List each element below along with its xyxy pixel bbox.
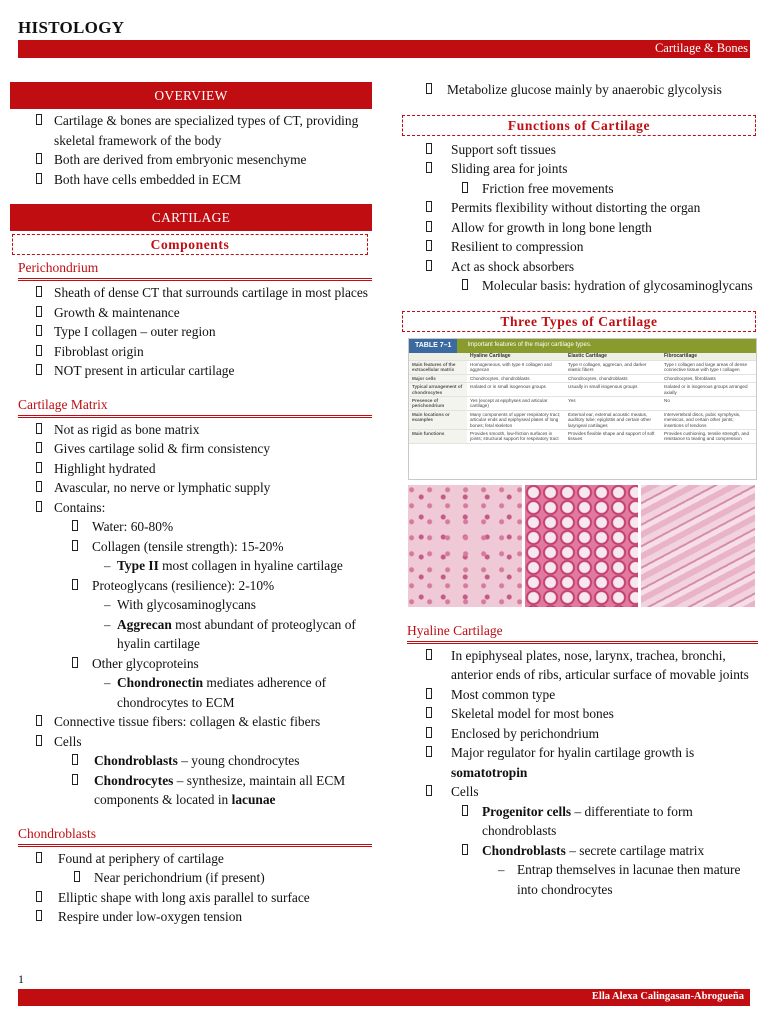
bullet-icon	[72, 771, 78, 791]
list-item: Resilient to compression	[400, 237, 758, 257]
bullet-icon	[426, 218, 432, 238]
hyaline-micrograph	[408, 485, 522, 607]
bullet-icon	[426, 743, 432, 763]
bullet-icon	[36, 170, 42, 190]
list-item: Allow for growth in long bone length	[400, 218, 758, 238]
dash-icon: –	[104, 558, 111, 573]
list-item: Most common type	[400, 685, 758, 705]
page-number: 1	[18, 972, 24, 986]
list-item: Water: 60-80%	[10, 517, 372, 537]
right-column	[400, 80, 758, 899]
list-item: Elliptic shape with long axis parallel to surface	[10, 888, 372, 908]
list-item: Progenitor cells – differentiate to form chondroblasts	[400, 802, 758, 841]
list-item: Found at periphery of cartilage	[10, 849, 372, 869]
list-item: Near perichondrium (if present)	[10, 868, 372, 888]
table-cell: Main features of the extracellular matrix	[409, 361, 467, 375]
bullet-icon	[462, 841, 468, 861]
bullet-icon	[36, 361, 42, 381]
chondroblasts-list	[10, 849, 372, 927]
table-cell: External ear, external acoustic meatus, auditory tube; epiglottis and certain other laryngeal cartilages	[565, 411, 661, 430]
bullet-icon	[36, 439, 42, 459]
list-item: Cells	[400, 782, 758, 802]
bullet-icon	[36, 342, 42, 362]
bullet-icon	[426, 685, 432, 705]
list-item: – Aggrecan most abundant of proteoglycan of hyalin cartilage	[104, 616, 356, 651]
list-item: Chondroblasts – young chondrocytes	[10, 751, 372, 771]
list-item: Chondrocytes – synthesize, maintain all ECM components & located in lacunae	[10, 771, 372, 810]
table-cell: Type II collagen, aggrecan, and darker elastic fibers	[565, 361, 661, 375]
bullet-icon	[72, 537, 78, 557]
list-item: Not as rigid as bone matrix	[10, 420, 372, 440]
bullet-icon	[36, 498, 42, 518]
bullet-icon	[74, 868, 80, 888]
bullet-icon	[426, 140, 432, 160]
list-item: Enclosed by perichondrium	[400, 724, 758, 744]
list-item: Highlight hydrated	[10, 459, 372, 479]
list-item: Proteoglycans (resilience): 2-10%	[10, 576, 372, 596]
types-heading: Three Types of Cartilage	[402, 311, 756, 332]
list-item: Sliding area for joints	[400, 159, 758, 179]
bullet-icon	[36, 111, 42, 131]
section-rule	[18, 415, 372, 418]
chondroblasts-heading: Chondroblasts	[18, 825, 97, 841]
table-cell: Provides smooth, low-friction surfaces in joints; structural support for respiratory tract	[467, 430, 565, 444]
overview-banner: OVERVIEW	[10, 82, 372, 109]
table-cell: Chondrocytes, chondroblasts	[565, 375, 661, 383]
bullet-icon	[426, 198, 432, 218]
left-column	[10, 82, 372, 927]
table-cell: Main locations or examples	[409, 411, 467, 430]
table-cell: Homogeneous, with type II collagen and aggrecan	[467, 361, 565, 375]
footer-bar	[18, 989, 750, 1006]
bullet-icon	[426, 724, 432, 744]
list-item: – Chondronectin mediates adherence of chondrocytes to ECM	[104, 675, 327, 710]
list-item: In epiphyseal plates, nose, larynx, trachea, bronchi, anterior ends of ribs, articular surface of movable joints	[400, 646, 758, 685]
table-col-header: Fibrocartilage	[661, 353, 756, 361]
overview-list	[10, 111, 372, 189]
fibrocartilage-micrograph	[641, 485, 755, 607]
section-rule	[407, 641, 758, 644]
bullet-icon	[36, 732, 42, 752]
list-item: Cells	[10, 732, 372, 752]
bullet-icon	[36, 150, 42, 170]
bullet-icon	[36, 322, 42, 342]
table-cell: Yes (except at epiphyses and articular cartilage)	[467, 397, 565, 411]
header-bar	[18, 40, 750, 58]
table-cell: Isolated or in small isogenous groups	[467, 383, 565, 397]
table-col-header: Elastic Cartilage	[565, 353, 661, 361]
list-item: Both have cells embedded in ECM	[10, 170, 372, 190]
bullet-icon	[462, 179, 468, 199]
table-cell: Chondrocytes, fibroblasts	[661, 375, 756, 383]
list-item: NOT present in articular cartilage	[10, 361, 372, 381]
dash-icon: –	[104, 616, 111, 632]
dash-icon: –	[104, 597, 111, 612]
list-item: Type I collagen – outer region	[10, 322, 372, 342]
list-item: Major regulator for hyalin cartilage growth is somatotropin	[400, 743, 758, 782]
list-item: Cartilage & bones are specialized types of CT, providing skeletal framework of the body	[10, 111, 372, 150]
bullet-icon	[72, 654, 78, 674]
bullet-icon	[36, 478, 42, 498]
table-col-header	[409, 353, 467, 361]
bullet-icon	[36, 712, 42, 732]
list-item: Sheath of dense CT that surrounds cartilage in most places	[10, 283, 372, 303]
table-cell: Many components of upper respiratory tract; articular ends and epiphyseal plates of long bones; fetal skeleton	[467, 411, 565, 430]
table-col-header: Hyaline Cartilage	[467, 353, 565, 361]
list-item: Skeletal model for most bones	[400, 704, 758, 724]
bullet-icon	[36, 283, 42, 303]
bullet-icon	[72, 576, 78, 596]
list-item: – Entrap themselves in lacunae then mature into chondrocytes	[498, 862, 741, 897]
author-name: Ella Alexa Calingasan-Abrogueña	[591, 991, 744, 1002]
dash-icon: –	[498, 862, 505, 877]
bullet-icon	[426, 704, 432, 724]
list-item: Contains:	[10, 498, 372, 518]
bullet-icon	[36, 888, 42, 908]
table-cell: Usually in small isogenous groups	[565, 383, 661, 397]
list-item: Other glycoproteins	[10, 654, 372, 674]
components-heading: Components	[12, 234, 368, 255]
bullet-icon	[426, 782, 432, 802]
section-rule	[18, 844, 372, 847]
list-item: Both are derived from embryonic mesenchyme	[10, 150, 372, 170]
bullet-icon	[36, 907, 42, 927]
bullet-icon	[72, 517, 78, 537]
list-item: Respire under low-oxygen tension	[10, 907, 372, 927]
table-cell: Provides flexible shape and support of soft tissues	[565, 430, 661, 444]
elastic-micrograph	[525, 485, 639, 607]
list-item: – Type II most collagen in hyaline cartilage	[10, 556, 372, 576]
bullet-icon	[426, 80, 432, 100]
table-cell: No	[661, 397, 756, 411]
list-item: – With glycosaminoglycans	[10, 595, 372, 615]
list-item: Growth & maintenance	[10, 303, 372, 323]
topic-label: Cartilage & Bones	[654, 41, 748, 55]
bullet-icon	[462, 276, 468, 296]
bullet-icon	[72, 751, 78, 771]
perichondrium-list	[10, 283, 372, 381]
table-cell: Provides cushioning, tensile strength, and resistance to tearing and compression	[661, 430, 756, 444]
dash-icon: –	[104, 675, 111, 690]
list-item: Permits flexibility without distorting the organ	[400, 198, 758, 218]
document-title: HISTOLOGY	[18, 18, 125, 37]
table-cell: Presence of perichondrium	[409, 397, 467, 411]
bullet-icon	[426, 646, 432, 666]
list-item: Chondroblasts – secrete cartilage matrix	[400, 841, 758, 861]
metabolize-list	[400, 80, 758, 100]
list-item: Avascular, no nerve or lymphatic supply	[10, 478, 372, 498]
functions-list	[400, 140, 758, 296]
bullet-icon	[36, 303, 42, 323]
bullet-icon	[36, 420, 42, 440]
list-item: Molecular basis: hydration of glycosaminoglycans	[400, 276, 758, 296]
table-cell: Main functions	[409, 430, 467, 444]
table-tag: TABLE 7–1	[409, 339, 457, 353]
table-cell: Yes	[565, 397, 661, 411]
table-cell: Chondrocytes, chondroblasts	[467, 375, 565, 383]
list-item: Friction free movements	[400, 179, 758, 199]
matrix-list	[10, 420, 372, 810]
list-item: Metabolize glucose mainly by anaerobic glycolysis	[400, 80, 758, 100]
bullet-icon	[426, 257, 432, 277]
table-cell: Typical arrangement of chondrocytes	[409, 383, 467, 397]
list-item: Connective tissue fibers: collagen & elastic fibers	[10, 712, 372, 732]
list-item: Fibroblast origin	[10, 342, 372, 362]
cartilage-types-table	[408, 338, 757, 480]
table-header	[409, 339, 756, 353]
bullet-icon	[462, 802, 468, 822]
section-rule	[18, 278, 372, 281]
list-item: Act as shock absorbers	[400, 257, 758, 277]
hyaline-heading: Hyaline Cartilage	[407, 622, 503, 638]
list-item: Collagen (tensile strength): 15-20%	[10, 537, 372, 557]
bullet-icon	[36, 849, 42, 869]
list-item: Support soft tissues	[400, 140, 758, 160]
table-cell: Major cells	[409, 375, 467, 383]
micrograph-row	[408, 485, 755, 607]
bullet-icon	[426, 159, 432, 179]
cartilage-banner: CARTILAGE	[10, 204, 372, 231]
table-grid	[409, 353, 756, 444]
matrix-heading: Cartilage Matrix	[18, 396, 108, 412]
hyaline-list	[400, 646, 758, 900]
perichondrium-heading: Perichondrium	[18, 260, 99, 275]
table-cell: Type I collagen and large areas of dense connective tissue with type I collagen	[661, 361, 756, 375]
list-item: Gives cartilage solid & firm consistency	[10, 439, 372, 459]
functions-heading: Functions of Cartilage	[402, 115, 756, 136]
bullet-icon	[36, 459, 42, 479]
table-title: Important features of the major cartilage types.	[467, 341, 592, 348]
table-cell: Isolated or in isogenous groups arranged axially	[661, 383, 756, 397]
bullet-icon	[426, 237, 432, 257]
table-cell: Intervertebral discs, pubic symphysis, meniscus, and certain other joints; insertions of tendons	[661, 411, 756, 430]
